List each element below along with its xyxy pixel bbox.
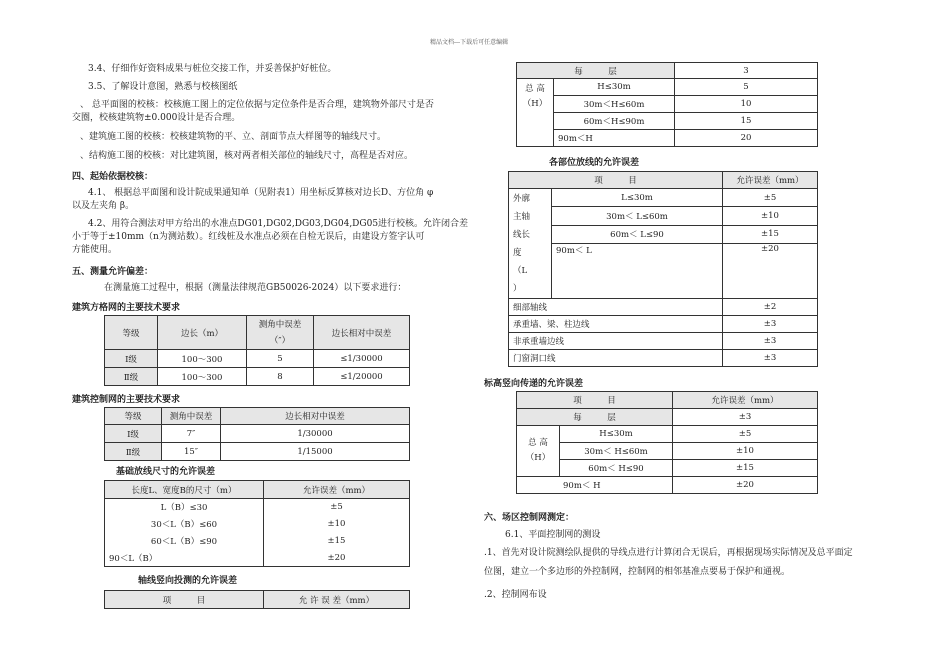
foundation-tolerance-table [104, 480, 410, 567]
para-5: 在测量施工过程中，根据（测量法律规范GB50026-2024）以下要求进行： [104, 283, 407, 293]
table-header: 允 许 误 差（mm） [264, 591, 410, 609]
table-header: 允许误差（mm） [723, 172, 818, 189]
table-row: 90＜L（B） ±20 [105, 550, 410, 567]
table2-title: 建筑控制网的主要技术要求 [72, 395, 181, 405]
para-struct-check: 、结构施工图的校核：对比建筑图，核对两者相关部位的轴线尺寸，高程是否对应。 [80, 151, 414, 161]
table-row: L（B）≤30 ±5 [105, 499, 410, 516]
para-4-2b: 小于等于±10mm（n为测站数）。红线桩及水准点必须在自检无误后，由建设方签字认可 [72, 232, 425, 242]
para-4-2c: 方能使用。 [72, 245, 118, 255]
table-header: 项 目 [105, 591, 264, 609]
axis-projection-table [104, 590, 410, 609]
table-row: Ⅰ级 100～300 5 ≤1/30000 [105, 350, 410, 368]
para-3-4: 3.4、仔细作好资料成果与桩位交接工作，并妥善保护好桩位。 [88, 64, 337, 74]
para-4-1a: 4.1、 根据总平面图和设计院成果通知单（见附表1）用坐标反算核对边长D、方位角 φ [88, 188, 434, 198]
table1-title: 建筑方格网的主要技术要求 [72, 303, 181, 313]
para-6-1: 6.1、平面控制网的测设 [505, 530, 601, 540]
table-header: 边长相对中误差 [314, 316, 410, 350]
heading-5: 五、测量允许偏差： [72, 267, 154, 277]
table-header: 等级 [105, 408, 162, 425]
table-row: 每 层 ±3 [517, 409, 818, 426]
table-header: 测角中误差 （″） [247, 316, 314, 350]
table-row: 每 层 3 [517, 63, 818, 79]
table-row: Ⅱ级 100～300 8 ≤1/20000 [105, 368, 410, 386]
table-row: 30m＜ L≤60m ±10 [509, 207, 818, 225]
page-header: 精品文档---下载后可任意编辑 [430, 39, 509, 46]
axis-projection-table-cont [516, 62, 818, 147]
table-row: 外廓 主轴 线长 度 （L ） L≤30m ±5 [509, 189, 818, 207]
tableB-title: 各部位放线的允许误差 [549, 158, 640, 168]
control-network-table [104, 407, 410, 461]
table-header: 边长（m） [158, 316, 247, 350]
table-row: 30＜L（B）≤60 ±10 [105, 516, 410, 533]
heading-4: 四、起始依据校核： [72, 172, 154, 182]
table-row: 90m＜ L ±20 [509, 243, 818, 298]
para-6-1-1b: 位图，建立一个多边形的外控制网，控制网的相邻基准点要易于保护和通视。 [484, 567, 791, 577]
table-row: 非承重墙边线 ±3 [509, 333, 818, 350]
para-6-1-1a: .1、首先对设计院测绘队提供的导线点进行计算闭合无误后，再根据现场实际情况及总平面定 [484, 548, 853, 558]
table-row: Ⅱ级 15″ 1/15000 [105, 443, 410, 461]
table-row: 90m＜ H ±20 [517, 477, 818, 494]
table-row: 承重墙、梁、柱边线 ±3 [509, 316, 818, 333]
table-row: 细部轴线 ±2 [509, 299, 818, 316]
grid-network-table [104, 315, 410, 386]
table4-title: 轴线竖向投测的允许误差 [138, 576, 238, 586]
table-header: 边长相对中误差 [221, 408, 410, 425]
table3-title: 基础放线尺寸的允许误差 [116, 467, 216, 477]
table-header: 等级 [105, 316, 158, 350]
table-header: 项 目 [509, 172, 723, 189]
table-header: 测角中误差 [162, 408, 221, 425]
para-6-1-2: .2、控制网布设 [484, 590, 547, 600]
tableC-title: 标高竖向传递的允许误差 [484, 379, 584, 389]
table-row: 60m＜ L≤90 ±15 [509, 225, 818, 243]
heading-6: 六、场区控制网测定： [484, 513, 575, 523]
para-arch-check: 、建筑施工图的校核：校核建筑物的平、立、剖面节点大样图等的轴线尺寸。 [80, 132, 387, 142]
para-4-1b: 以及左夹角 β。 [72, 201, 135, 211]
table-row: 60m＜ H≤90 ±15 [517, 460, 818, 477]
para-3-5: 3.5、了解设计意图，熟悉与校核图纸 [88, 82, 238, 92]
table-row: 总 高 （H） H≤30m 5 [517, 79, 818, 96]
para-4-2a: 4.2、用符合测法对甲方给出的水准点DG01,DG02,DG03,DG04,DG05进行校核。允许闭合差 [88, 219, 469, 229]
table-header: 长度L、宽度B的尺寸（m） [105, 481, 264, 499]
elevation-tolerance-table [516, 391, 818, 494]
table-header: 允许误差（mm） [264, 481, 410, 499]
layout-tolerance-table [508, 171, 818, 367]
table-header: 允许误差（mm） [673, 392, 818, 409]
para-plan-check-2: 交圈，校核建筑物±0.000设计是否合理。 [72, 113, 241, 123]
table-row: 60m＜H≤90m 15 [517, 113, 818, 130]
table-row: 总 高 （H） H≤30m ±5 [517, 426, 818, 443]
table-row: Ⅰ级 7″ 1/30000 [105, 425, 410, 443]
para-plan-check-1: 、 总平面图的校核：校核施工图上的定位依据与定位条件是否合理，建筑物外部尺寸是否 [80, 100, 434, 110]
table-row: 60＜L（B）≤90 ±15 [105, 533, 410, 550]
table-row: 30m＜H≤60m 10 [517, 96, 818, 113]
table-header: 项 目 [517, 392, 673, 409]
table-row: 30m＜ H≤60m ±10 [517, 443, 818, 460]
table-row: 90m＜H 20 [517, 130, 818, 147]
table-row: 门窗洞口线 ±3 [509, 350, 818, 367]
